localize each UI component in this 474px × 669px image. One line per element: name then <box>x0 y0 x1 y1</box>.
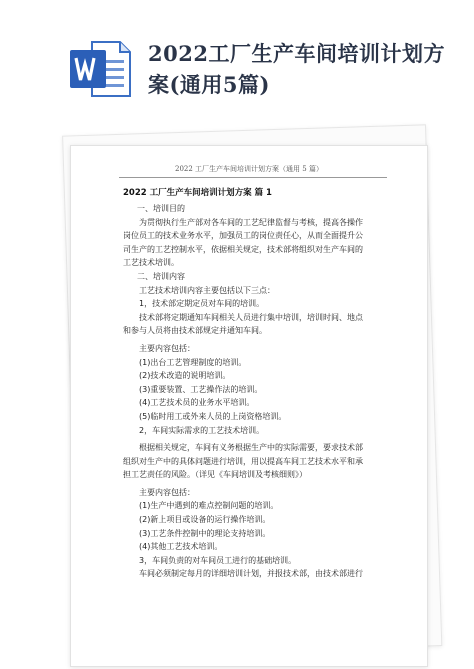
paragraph-line: 为贯彻执行生产部对各车间的工艺纪律监督与考核，提高各操作 <box>139 217 363 227</box>
page-title: 2022工厂生产车间培训计划方案(通用5篇) <box>148 41 445 97</box>
paragraph-line: 工艺技术培训。 <box>123 258 179 268</box>
list-item: (4)工艺技术员的业务水平培训。 <box>139 398 255 408</box>
running-head: 2022 工厂生产车间培训计划方案（通用 5 篇） <box>175 165 323 173</box>
word-document-icon <box>68 40 132 98</box>
header-rule <box>119 177 387 178</box>
section-heading: 二、培训内容 <box>137 271 185 281</box>
page-header <box>0 0 474 125</box>
paragraph-line: 岗位员工的技术业务水平，加强员工的岗位责任心，从而全面提升公 <box>123 231 363 241</box>
document-page <box>70 145 428 667</box>
list-item: (2)新上项目或设备的运行操作培训。 <box>139 515 271 525</box>
paragraph-line: 司生产的工艺控制水平，依据相关规定，技术部将组织对生产车间的 <box>123 244 363 254</box>
list-item: (3)重要装置、工艺操作法的培训。 <box>139 384 263 394</box>
paragraph-line: 和参与人员将由技术部规定并通知车间。 <box>123 326 267 336</box>
list-item: (2)技术改造的说明培训。 <box>139 371 231 381</box>
paragraph-line: 工艺技术培训内容主要包括以下三点： <box>139 285 275 295</box>
document-heading: 2022 工厂生产车间培训计划方案 篇 1 <box>123 188 272 198</box>
section-heading: 一、培训目的 <box>137 204 185 213</box>
paragraph-line: 担工艺责任的风险。（详见《车间培训及考核细则》） <box>123 470 307 480</box>
paragraph-line: 主要内容包括： <box>139 343 195 353</box>
paragraph-line: 组织对生产中的具体问题进行培训，用以提高车间工艺技术水平和承 <box>123 456 363 466</box>
paragraph-line: 根据相关规定，车间有义务根据生产中的实际需要，要求技术部 <box>139 443 363 453</box>
paragraph-line: 主要内容包括： <box>139 487 195 497</box>
paragraph-line: 技术部将定期通知车间相关人员进行集中培训，培训时间、地点 <box>139 312 363 322</box>
list-item: 3，车间负责的对车间员工进行的基础培训。 <box>139 555 297 565</box>
list-item: (4)其他工艺技术培训。 <box>139 542 223 552</box>
list-item: 1，技术部定期定员对车间的培训。 <box>139 299 265 309</box>
list-item: (5)临时用工或外来人员的上岗资格培训。 <box>139 411 287 421</box>
paragraph-line: 车间必须制定每月的详细培训计划，并报技术部，由技术部进行 <box>139 569 363 579</box>
list-item: (1)生产中遇到的难点控制问题的培训。 <box>139 501 279 511</box>
list-item: (1)出台工艺管理制度的培训。 <box>139 357 247 367</box>
document-body <box>123 202 383 581</box>
list-item: 2，车间实际需求的工艺技术培训。 <box>139 425 265 435</box>
list-item: (3)工艺条件控制中的理论支持培训。 <box>139 528 271 538</box>
